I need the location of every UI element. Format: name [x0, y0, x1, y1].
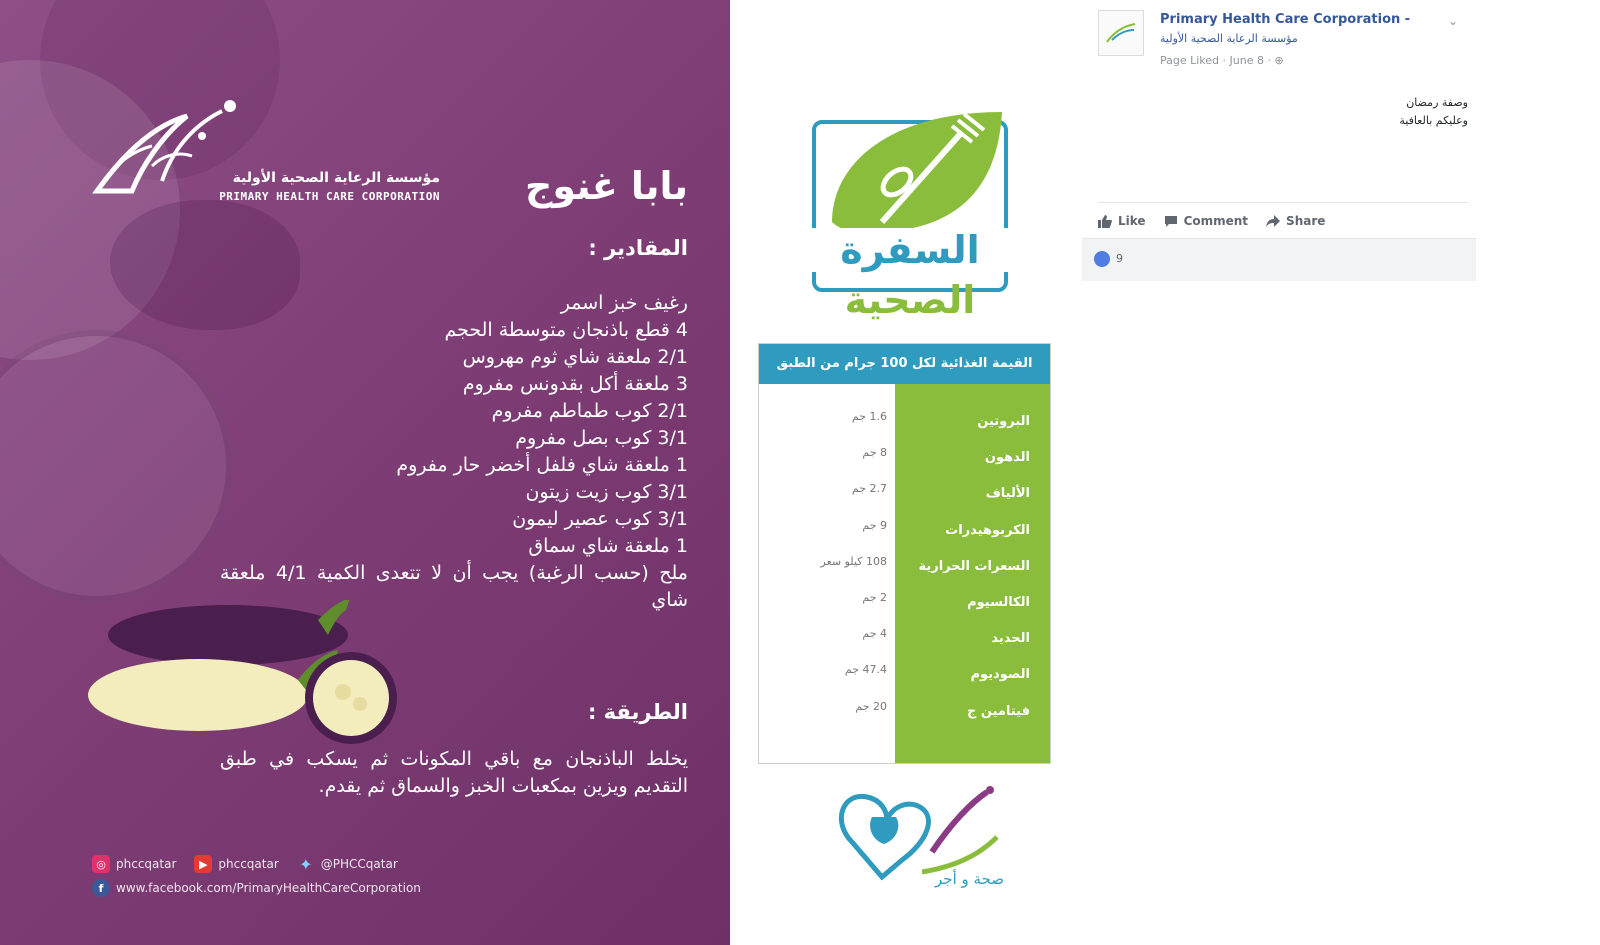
share-icon: [1266, 215, 1280, 228]
comment-icon: [1164, 215, 1178, 228]
comment-label: Comment: [1183, 214, 1249, 228]
nutrition-table: [758, 343, 1051, 764]
nutrition-row: [759, 404, 1050, 440]
globe-icon: ⊕: [1274, 54, 1284, 67]
eggplant-illustration-icon: [88, 600, 418, 750]
method-text: يخلط الباذنجان مع باقي المكونات ثم يسكب في طبق التقديم ويزين بمكعبات الخبز والسماق ثم يقدم.: [220, 748, 688, 797]
social-row: [92, 854, 512, 874]
nutrition-row: [759, 694, 1050, 730]
nutrition-row: [759, 513, 1050, 549]
youtube-handle: phccqatar: [218, 857, 279, 871]
nutrient-value: 8 جم: [862, 446, 887, 460]
ingredient-item: 3/1 كوب بصل مفروم: [515, 427, 688, 449]
facebook-url: www.facebook.com/PrimaryHealthCareCorporation: [116, 881, 421, 895]
nutrition-rows: [759, 404, 1050, 730]
nutrient-name: البروتين: [977, 414, 1030, 429]
reaction-count: 9: [1116, 252, 1123, 265]
nutrition-header: القيمة الغذائية لكل 100 جرام من الطبق: [759, 344, 1050, 384]
nutrient-name: الألياف: [985, 486, 1030, 502]
ingredient-item: 2/1 ملعقة شاي ثوم مهروس: [462, 346, 688, 368]
nutrient-value: 2 جم: [862, 590, 887, 604]
ingredient-item: 4 قطع باذنجان متوسطة الحجم: [444, 319, 688, 341]
nutrient-name: السعرات الحرارية: [918, 558, 1030, 574]
page-logo-icon: [1104, 20, 1138, 46]
like-reaction-icon: [1094, 251, 1110, 267]
nutrition-row: [759, 585, 1050, 621]
post-text-line: وصفة رمضان: [1406, 96, 1468, 109]
thumbs-up-icon: [1098, 215, 1112, 228]
nutrient-value: 2.7 جم: [851, 482, 887, 496]
reactions-bar[interactable]: [1082, 238, 1476, 281]
ingredient-item: 3/1 كوب عصير ليمون: [512, 508, 688, 530]
ingredient-item: 2/1 كوب طماطم مفروم: [491, 400, 688, 422]
ramadan-tagline: صحة و أجر: [935, 870, 1004, 888]
nutrient-name: الحديد: [991, 631, 1030, 647]
nutrient-name: الصوديوم: [970, 667, 1030, 683]
nutrition-row: [759, 549, 1050, 585]
method-heading: الطريقة :: [587, 700, 688, 724]
twitter-icon: ✦: [299, 854, 313, 874]
nutrient-value: 1.6 جم: [851, 410, 887, 423]
nutrient-name: الكربوهيدرات: [945, 522, 1030, 538]
nutrient-value: 4 جم: [862, 627, 887, 641]
instagram-icon: ◎: [92, 855, 110, 873]
nutrient-value: 20 جم: [855, 699, 887, 713]
sofra-title-line1: السفرة: [812, 228, 1008, 272]
like-button[interactable]: [1098, 214, 1146, 228]
post-meta: [1160, 54, 1284, 67]
youtube-icon: ▶: [194, 855, 212, 873]
facebook-icon: f: [92, 879, 110, 897]
ingredients-heading: المقادير :: [588, 236, 688, 260]
twitter-handle: @PHCCqatar: [320, 857, 398, 871]
social-links: [92, 854, 512, 898]
post-text-line: وعليكم بالعافية: [1399, 114, 1468, 127]
nutrient-name: فيتامين ج: [967, 703, 1030, 719]
page-avatar[interactable]: [1098, 10, 1144, 56]
nutrition-row: [759, 621, 1050, 657]
page-name-link[interactable]: Primary Health Care Corporation -: [1160, 12, 1411, 27]
decor-shape: [0, 330, 232, 602]
share-label: Share: [1286, 214, 1326, 228]
share-button[interactable]: [1266, 214, 1325, 228]
nutrition-row: [759, 476, 1050, 512]
ingredient-item: 3 ملعقة أكل بقدونس مفروم: [462, 373, 688, 395]
post-actions: [1098, 209, 1468, 233]
nutrient-value: 108 كيلو سعر: [820, 554, 887, 568]
dish-title: بابا غنوج: [525, 164, 688, 208]
recipe-card: [0, 0, 730, 945]
ingredients-list: [220, 290, 688, 614]
post-meta-text: Page Liked · June 8 ·: [1160, 54, 1271, 67]
page-name-arabic-link[interactable]: مؤسسة الرعاية الصحية الأولية: [1160, 32, 1298, 45]
nutrient-value: 9 جم: [862, 518, 887, 532]
instagram-handle: phccqatar: [116, 857, 177, 871]
ingredient-item: رغيف خبز اسمر: [560, 292, 688, 314]
nutrition-row: [759, 440, 1050, 476]
org-name-arabic: مؤسسة الرعاية الصحية الأولية: [232, 170, 440, 186]
sofra-title-line2: الصحية: [844, 278, 976, 322]
nutrient-name: الكالسيوم: [967, 594, 1030, 610]
ingredient-item: 3/1 كوب زيت زيتون: [525, 481, 688, 503]
comment-button[interactable]: [1164, 214, 1248, 228]
nutrient-name: الدهون: [984, 450, 1030, 466]
org-name-english: PRIMARY HEALTH CARE CORPORATION: [219, 190, 440, 203]
ingredient-item: 1 ملعقة شاي سماق: [528, 535, 688, 557]
ingredient-item: ملح (حسب الرغبة) يجب أن لا تتعدى الكمية 4/1 ملعقة شاي: [220, 562, 688, 611]
like-label: Like: [1118, 214, 1146, 228]
nutrient-value: 47.4 جم: [844, 663, 887, 677]
social-row: [92, 878, 512, 898]
chevron-down-icon[interactable]: ⌄: [1448, 14, 1459, 28]
ingredient-item: 1 ملعقة شاي فلفل أخضر حار مفروم: [396, 454, 688, 476]
divider: [1098, 202, 1468, 203]
nutrition-row: [759, 657, 1050, 693]
